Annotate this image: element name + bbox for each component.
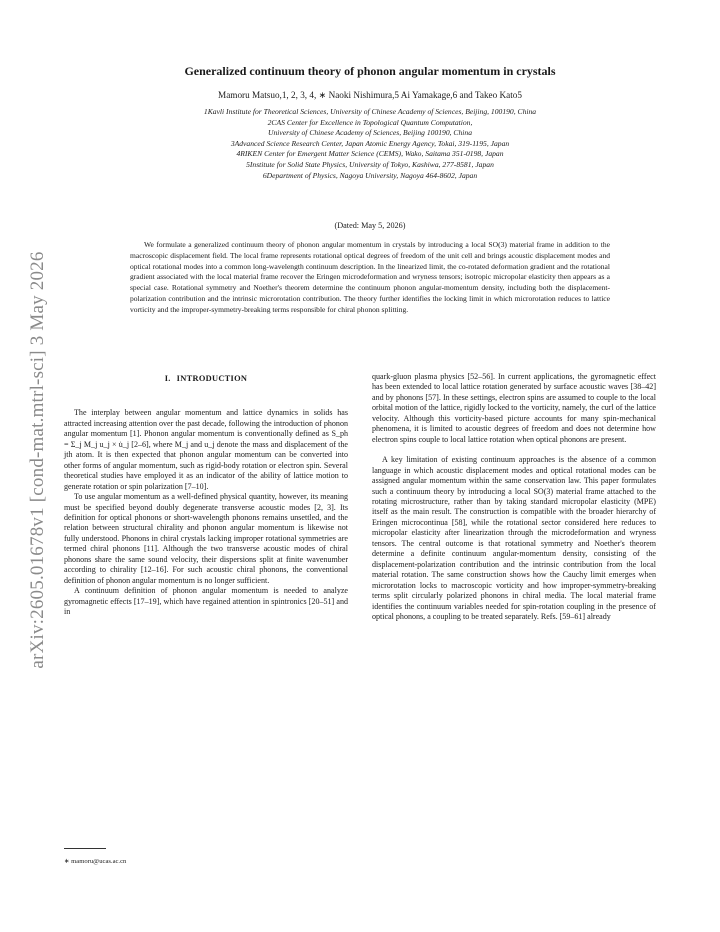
affiliation-line: 6Department of Physics, Nagoya University, Nagoya 464-8602, Japan bbox=[262, 170, 478, 180]
footnote: ∗ mamoru@ucas.ac.cn bbox=[64, 858, 127, 865]
abstract bbox=[130, 240, 610, 315]
right-column bbox=[372, 372, 656, 622]
paper-title: Generalized continuum theory of phonon angular momentum in crystals bbox=[184, 64, 556, 78]
affiliation-line: 1Kavli Institute for Theoretical Sciences, University of Chinese Academy of Sciences, Beijing, 100190, China bbox=[203, 107, 537, 116]
paragraph: quark-gluon plasma physics [52–56]. In current applications, the gyromagnetic effect has been extended to local lattice rotation generated by surface acoustic waves [38–42] and by phonons [57]. In these settings, electron spins are assumed to couple to the local orbital motion of the lattice, rigidly locked to the vorticity, namely, the curl of the lattice velocity. Although this vorticity-based picture accounts for many spin-mechanical phenomena, it is limited to acoustic degrees of freedom and does not determine how electron spins couple to local lattice rotation when optical phonons are present. bbox=[372, 372, 656, 444]
section-number: I. bbox=[164, 374, 171, 383]
section-title: INTRODUCTION bbox=[176, 374, 248, 383]
date-line: (Dated: May 5, 2026) bbox=[334, 221, 406, 230]
arxiv-identifier bbox=[8, 240, 68, 680]
paragraph: A key limitation of existing continuum approaches is the absence of a common language in which acoustic displacement modes and optical rotational modes can be assigned angular momentum within the same conservation law. This paper formulates such a continuum theory by introducing a local SO(3) material frame attached to the rotating microstructure, rather than by taking standard micropolar elasticity (MPE) itself as the main result. The construction is compatible with the broader hierarchy of Eringen microcontinua [58], while the rotational sector considered here reduces to micropolar elasticity after linearization through the microdeformation and wryness tensors. The central outcome is that rotational symmetry and Noether's theorem determine a definite continuum angular-momentum density, consisting of the displacement-polarization contribution and the intrinsic contribution from the local material rotation. The same construction shows how the Cauchy limit emerges when microrotation locks to macroscopic vorticity and how improper-symmetry-breaking terms split circularly polarized phonons in chiral media. The local material frame identifies the continuum variables needed for spin-rotation coupling in the presence of optical phonons, a coupling to be treated separately. Refs. [59–61] already bbox=[372, 455, 656, 621]
paragraph: To use angular momentum as a well-defined physical quantity, however, its meaning must be specified beyond doubly degenerate transverse acoustic modes [2, 3]. Its definition for optical phonons or short-wavelength phonons remains unsettled, and the relation between structural chirality and phonon angular momentum is likewise not fully understood. Phonons in chiral crystals lacking improper rotational symmetries are termed chiral phonons [11]. Although the two transverse acoustic modes of chiral phonons share the same sound velocity, their dispersions split at finite wavenumber according to chirality [12–16]. For such acoustic chiral phonons, the conventional definition of phonon angular momentum is no longer sufficient. bbox=[64, 492, 348, 585]
affiliation-line: 4RIKEN Center for Emergent Matter Science (CEMS), Wako, Saitama 351-0198, Japan bbox=[236, 149, 504, 159]
paragraph: A continuum definition of phonon angular momentum is needed to analyze gyromagnetic effects [17–19], which have regained attention in spintronics [20–51] and in bbox=[64, 586, 348, 617]
affiliations bbox=[80, 107, 660, 181]
left-column bbox=[64, 372, 348, 618]
abstract-text: We formulate a generalized continuum theory of phonon angular momentum in crystals by introducing a local SO(3) material frame in addition to the macroscopic displacement field. The local frame represents rotational optical degrees of freedom of the unit cell and brings acoustic displacement modes and optical rotational modes into a common long-wavelength continuum description. In the linearized limit, the co-rotated deformation gradient and the rotational gradient associated with the local material frame recover the Eringen microdeformation and wryness tensors; isotropic micropolar elasticity then appears as a special case. Rotational symmetry and Noether's theorem determine the continuum phonon angular-momentum density, including both the displacement-polarization contribution and the intrinsic microrotation contribution. The theory further identifies the locking limit in which microrotation reduces to lattice vorticity and the improper-symmetry-breaking terms responsible for chiral phonon splitting. bbox=[130, 240, 610, 314]
arxiv-identifier-text: arXiv:2605.01678v1 [cond-mat.mtrl-sci] 3 May 2026 bbox=[27, 251, 48, 669]
affiliation-line: 3Advanced Science Research Center, Japan Atomic Energy Agency, Tokai, 319-1195, Japan bbox=[230, 138, 510, 148]
section-heading bbox=[64, 374, 348, 384]
affiliation-line: University of Chinese Academy of Sciences, Beijing 100190, China bbox=[267, 128, 472, 138]
footnote-rule bbox=[64, 848, 106, 849]
affiliation-line: 2CAS Center for Excellence in Topological Quantum Computation, bbox=[267, 117, 473, 127]
affiliation-line: 5Institute for Solid State Physics, University of Tokyo, Kashiwa, 277-8581, Japan bbox=[246, 159, 494, 169]
paragraph: The interplay between angular momentum and lattice dynamics in solids has attracted increasing attention over the past decade, following the introduction of phonon angular momentum [1]. Phonon angular momentum is conventionally defined as S_ph = Σ_j M_j u_j × u̇_j [2–6], where M_j and u_j denote the mass and displacement of the jth atom. It is then expected that phonon angular momentum can be converted into other forms of angular momentum, such as rigid-body rotation or electron spin. Several theoretical studies have employed it as an indicator of the ability of lattice motion to generate rotation or spin polarization [7–10]. bbox=[64, 408, 348, 491]
author-list: Mamoru Matsuo,1, 2, 3, 4, ∗ Naoki Nishimura,5 Ai Yamakage,6 and Takeo Kato5 bbox=[218, 90, 522, 100]
